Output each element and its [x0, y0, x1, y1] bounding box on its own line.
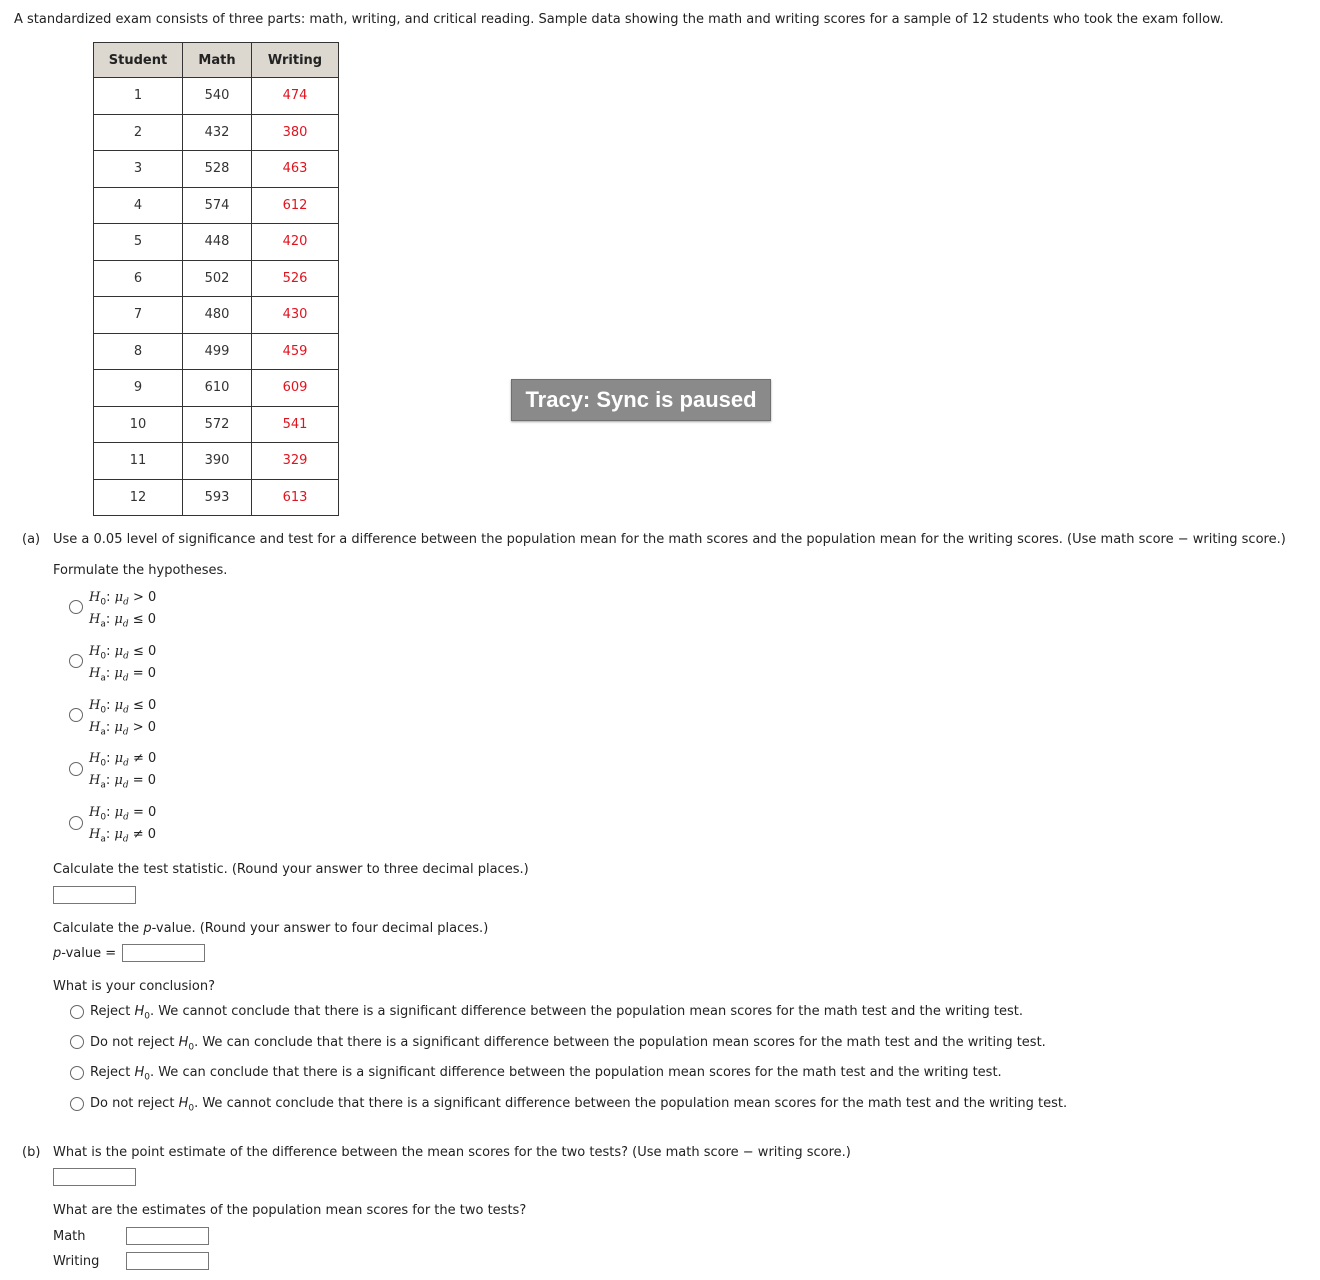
estimates-prompt: What are the estimates of the population mean scores for the two tests? [53, 1203, 527, 1218]
cell-writing: 329 [252, 443, 339, 480]
table-row [94, 224, 339, 261]
sync-paused-notification[interactable]: Tracy: Sync is paused [511, 379, 771, 421]
sub-a: a [100, 727, 106, 738]
header-student: Student [94, 43, 183, 78]
formulate-prompt: Formulate the hypotheses. [53, 563, 228, 578]
conclusion-option-2-text [90, 1035, 1046, 1053]
hypothesis-option-4-radio[interactable] [69, 762, 83, 776]
table-row [94, 406, 339, 443]
cell-writing: 463 [252, 151, 339, 188]
colon: : [106, 698, 111, 713]
sub-a: a [100, 780, 106, 791]
sub-0: 0 [100, 812, 107, 823]
conclusion-pre: Reject [90, 1065, 135, 1080]
part-b-label: (b) [22, 1145, 41, 1160]
header-writing: Writing [252, 43, 339, 78]
table-row [94, 443, 339, 480]
cell-student: 11 [94, 443, 183, 480]
table-header-row [94, 43, 339, 78]
pvalue-input[interactable] [122, 944, 205, 962]
test-statistic-input[interactable] [53, 886, 136, 904]
conclusion-option-4-radio[interactable] [70, 1097, 84, 1111]
cell-math: 432 [183, 114, 252, 151]
pvalue-prompt-p: p [143, 921, 152, 936]
cell-writing: 474 [252, 78, 339, 115]
h0-operator: ≤ 0 [132, 698, 157, 713]
table-row [94, 370, 339, 407]
h-symbol: H [89, 666, 101, 681]
cell-math: 572 [183, 406, 252, 443]
mu-symbol: μ [114, 590, 124, 605]
hypothesis-option-2-radio[interactable] [69, 654, 83, 668]
cell-student: 12 [94, 479, 183, 516]
sub-0: 0 [188, 1103, 195, 1114]
cell-student: 6 [94, 260, 183, 297]
pvalue-label-p: p [53, 946, 62, 961]
h-symbol: H [89, 805, 101, 820]
cell-math: 448 [183, 224, 252, 261]
cell-writing: 430 [252, 297, 339, 334]
cell-student: 9 [94, 370, 183, 407]
mu-symbol: μ [114, 751, 124, 766]
conclusion-post: . We cannot conclude that there is a significant difference between the population mean scores for the math test and the writing test. [149, 1004, 1023, 1019]
colon: : [105, 720, 111, 735]
conclusion-option-3-text [90, 1065, 1002, 1083]
colon: : [106, 751, 111, 766]
h-symbol: H [89, 698, 101, 713]
h-symbol: H [89, 773, 101, 788]
mu-symbol: μ [114, 827, 123, 842]
colon: : [106, 644, 111, 659]
pvalue-label [53, 946, 116, 961]
table-row [94, 78, 339, 115]
h-symbol: H [89, 827, 101, 842]
scores-table [93, 42, 339, 516]
pvalue-prompt [53, 921, 488, 936]
part-b-question: What is the point estimate of the difference between the mean scores for the two tests? (Use math score − writing score.) [53, 1145, 851, 1160]
sub-d: d [123, 705, 129, 716]
conclusion-option-2-radio[interactable] [70, 1035, 84, 1049]
hypothesis-option-3-radio[interactable] [69, 708, 83, 722]
conclusion-option-1-text [90, 1004, 1023, 1022]
writing-label: Writing [53, 1254, 100, 1269]
cell-math: 480 [183, 297, 252, 334]
mu-symbol: μ [114, 805, 124, 820]
hypothesis-option-4-h0 [89, 751, 156, 769]
h-symbol: H [178, 1096, 189, 1111]
mu-symbol: μ [114, 666, 123, 681]
cell-student: 2 [94, 114, 183, 151]
cell-writing: 609 [252, 370, 339, 407]
conclusion-prompt: What is your conclusion? [53, 979, 215, 994]
sub-0: 0 [144, 1011, 150, 1022]
cell-student: 4 [94, 187, 183, 224]
sub-a: a [100, 834, 106, 845]
sub-d: d [123, 597, 129, 608]
conclusion-pre: Reject [90, 1004, 135, 1019]
sub-0: 0 [100, 597, 107, 608]
mu-symbol: μ [114, 644, 124, 659]
colon: : [105, 827, 111, 842]
table-row [94, 479, 339, 516]
mu-symbol: μ [114, 720, 123, 735]
conclusion-option-4-text [90, 1096, 1067, 1114]
cell-writing: 613 [252, 479, 339, 516]
sub-0: 0 [100, 758, 107, 769]
cell-math: 528 [183, 151, 252, 188]
ha-operator: = 0 [132, 666, 157, 681]
sub-d: d [122, 727, 129, 738]
cell-writing: 541 [252, 406, 339, 443]
header-math: Math [183, 43, 252, 78]
mu-symbol: μ [114, 698, 124, 713]
sub-0: 0 [144, 1072, 150, 1083]
hypothesis-option-1-radio[interactable] [69, 600, 83, 614]
cell-student: 1 [94, 78, 183, 115]
ha-operator: > 0 [132, 720, 157, 735]
conclusion-option-3-radio[interactable] [70, 1066, 84, 1080]
pvalue-prompt-post: -value. (Round your answer to four decimal places.) [151, 921, 489, 936]
cell-math: 593 [183, 479, 252, 516]
sub-d: d [123, 812, 129, 823]
table-row [94, 187, 339, 224]
writing-mean-input[interactable] [126, 1252, 209, 1270]
sub-d: d [122, 780, 129, 791]
cell-writing: 380 [252, 114, 339, 151]
colon: : [106, 805, 111, 820]
hypothesis-option-5-h0 [89, 805, 156, 823]
sub-d: d [123, 651, 129, 662]
cell-math: 390 [183, 443, 252, 480]
table-row [94, 114, 339, 151]
colon: : [105, 773, 111, 788]
conclusion-post: . We cannot conclude that there is a significant difference between the population mean scores for the math test and the writing test. [194, 1096, 1068, 1111]
sub-0: 0 [188, 1042, 195, 1053]
cell-writing: 420 [252, 224, 339, 261]
cell-math: 574 [183, 187, 252, 224]
hypothesis-option-2-ha [89, 666, 156, 684]
ha-operator: ≤ 0 [132, 612, 157, 627]
h-symbol: H [89, 612, 101, 627]
ha-operator: ≠ 0 [132, 827, 157, 842]
sub-a: a [100, 619, 106, 630]
hypothesis-option-2-h0 [89, 644, 156, 662]
h-symbol: H [89, 590, 101, 605]
hypothesis-option-3-ha [89, 720, 156, 738]
hypothesis-option-5-ha [89, 827, 156, 845]
colon: : [106, 590, 111, 605]
cell-writing: 459 [252, 333, 339, 370]
h-symbol: H [134, 1065, 145, 1080]
h-symbol: H [178, 1035, 189, 1050]
sub-0: 0 [100, 651, 107, 662]
h-symbol: H [89, 720, 101, 735]
conclusion-post: . We can conclude that there is a significant difference between the population mean scores for the math test and the writing test. [194, 1035, 1046, 1050]
table-row [94, 151, 339, 188]
hypothesis-option-4-ha [89, 773, 156, 791]
cell-writing: 612 [252, 187, 339, 224]
conclusion-pre: Do not reject [90, 1035, 179, 1050]
table-row [94, 297, 339, 334]
sub-a: a [100, 673, 106, 684]
hypothesis-option-1-ha [89, 612, 156, 630]
table-row [94, 333, 339, 370]
cell-math: 499 [183, 333, 252, 370]
h0-operator: = 0 [132, 805, 157, 820]
test-statistic-prompt: Calculate the test statistic. (Round your answer to three decimal places.) [53, 862, 529, 877]
h-symbol: H [134, 1004, 145, 1019]
part-a-label: (a) [22, 532, 41, 547]
hypothesis-option-1-h0 [89, 590, 156, 608]
cell-student: 3 [94, 151, 183, 188]
pvalue-label-post: -value = [61, 946, 117, 961]
mu-symbol: μ [114, 612, 123, 627]
hypothesis-option-3-h0 [89, 698, 156, 716]
mu-symbol: μ [114, 773, 123, 788]
colon: : [105, 612, 111, 627]
cell-writing: 526 [252, 260, 339, 297]
cell-student: 5 [94, 224, 183, 261]
table-row [94, 260, 339, 297]
sub-0: 0 [100, 705, 107, 716]
cell-math: 540 [183, 78, 252, 115]
ha-operator: = 0 [132, 773, 157, 788]
cell-student: 7 [94, 297, 183, 334]
h-symbol: H [89, 644, 101, 659]
sub-d: d [122, 619, 129, 630]
cell-math: 610 [183, 370, 252, 407]
conclusion-pre: Do not reject [90, 1096, 179, 1111]
part-a-question: Use a 0.05 level of significance and test for a difference between the population mean for the math scores and the population mean for the writing scores. (Use math score − writing score.) [53, 532, 1286, 547]
math-label: Math [53, 1229, 86, 1244]
hypothesis-option-5-radio[interactable] [69, 816, 83, 830]
sub-d: d [122, 834, 129, 845]
conclusion-post: . We can conclude that there is a significant difference between the population mean scores for the math test and the writing test. [149, 1065, 1002, 1080]
pvalue-prompt-pre: Calculate the [53, 921, 144, 936]
conclusion-option-1-radio[interactable] [70, 1005, 84, 1019]
h-symbol: H [89, 751, 101, 766]
cell-student: 10 [94, 406, 183, 443]
h0-operator: > 0 [132, 590, 157, 605]
colon: : [105, 666, 111, 681]
sub-d: d [122, 673, 129, 684]
point-estimate-input[interactable] [53, 1168, 136, 1186]
cell-student: 8 [94, 333, 183, 370]
cell-math: 502 [183, 260, 252, 297]
intro-text: A standardized exam consists of three parts: math, writing, and critical reading. Sample data showing the math and writing scores for a sample of 12 students who took the exam follow. [14, 12, 1224, 27]
sub-d: d [123, 758, 129, 769]
h0-operator: ≠ 0 [132, 751, 157, 766]
h0-operator: ≤ 0 [132, 644, 157, 659]
math-mean-input[interactable] [126, 1227, 209, 1245]
